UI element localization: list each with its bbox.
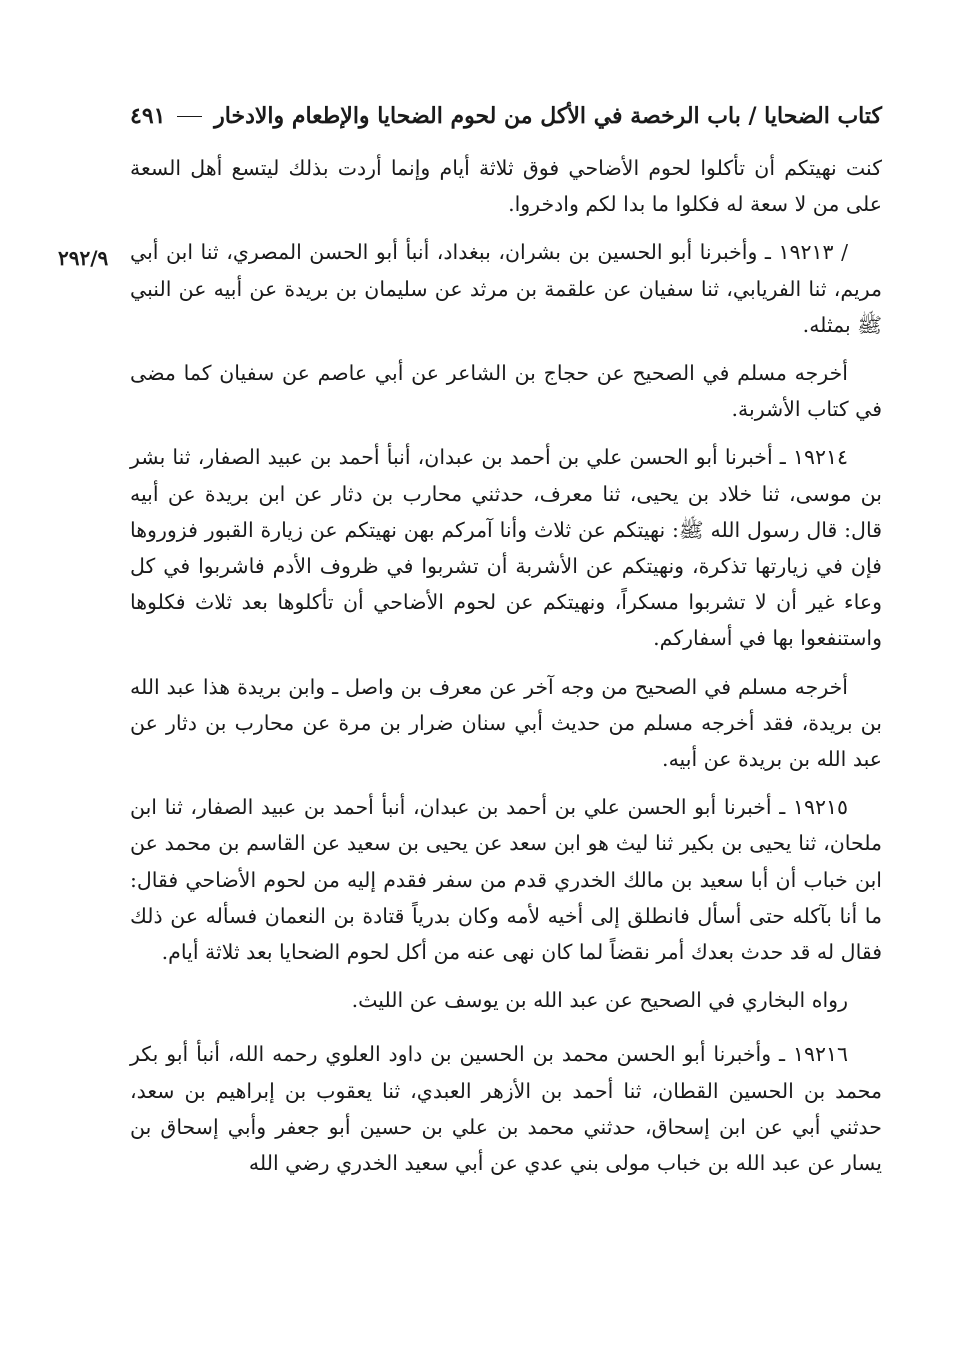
paragraph-continuation: كنت نهيتكم أن تأكلوا لحوم الأضاحي فوق ثلاثة أيام وإنما أردت بذلك ليتسع أهل السعة على من لا سعة له فكلوا ما بدا لكم وادخروا. — [130, 156, 882, 217]
hadith-19213: / ١٩٢١٣ ـ وأخبرنا أبو الحسين بن بشران، ببغداد، أنبأ أبو الحسن المصري، ثنا ابن أبي مريم، ثنا الفريابي، ثنا سفيان عن علقمة بن مرثد عن سليمان بن بريدة عن أبيه عن النبي ﷺ بمثله. — [130, 240, 882, 337]
hadith-19216: ١٩٢١٦ ـ وأخبرنا أبو الحسن محمد بن الحسين بن داود العلوي رحمه الله، أنبأ أبو بكر محمد بن الحسين القطان، ثنا أحمد بن الأزهر العبدي، ثنا يعقوب بن إبراهيم بن سعد، حدثني أبي عن ابن إسحاق، حدثني محمد بن علي بن حسين أبو جعفر وأبي إسحاق بن يسار عن عبد الله بن خباب مولى بني عدي عن أبي سعيد الخدري رضي الله — [130, 1042, 882, 1176]
page-body — [130, 150, 882, 1181]
commentary-paragraph: أخرجه مسلم في الصحيح عن حجاج بن الشاعر عن أبي عاصم عن سفيان كما مضى في كتاب الأشربة. — [130, 361, 882, 422]
commentary-paragraph: رواه البخاري في الصحيح عن عبد الله بن يوسف عن الليث. — [351, 988, 848, 1013]
margin-volume-page-reference: ٢٩٢/٩ — [58, 246, 109, 270]
hadith-19215: ١٩٢١٥ ـ أخبرنا أبو الحسن علي بن أحمد بن عبدان، أنبأ أحمد بن عبيد الصفار، ثنا ابن ملحان، ثنا يحيى بن بكير ثنا ليث هو ابن سعد عن يحيى بن سعيد عن القاسم بن محمد عن ابن خباب أن أبا سعيد بن مالك الخدري قدم من سفر فقدم إليه من لحوم الأضاحي فقال: ما أنا بآكله حتى أسأل فانطلق إلى أخيه لأمه وكان بدرياً قتادة بن النعمان فسأله عن ذلك فقال له قد حدث بعدك أمر نقضاً لما كان نهى عنه من أكل لحوم الضحايا بعد ثلاثة أيام. — [130, 795, 882, 965]
hadith-19214: ١٩٢١٤ ـ أخبرنا أبو الحسن علي بن أحمد بن عبدان، أنبأ أحمد بن عبيد الصفار، ثنا بشر بن موسى، ثنا خلاد بن يحيى، ثنا معرف، حدثني محارب بن دثار عن ابن بريدة عن أبيه قال: قال رسول الله ﷺ: نهيتكم عن ثلاث وأنا آمركم بهن نهيتكم عن زيارة القبور فزوروها فإن في زيارتها تذكرة، ونهيتكم عن الأشربة أن تشربوا في ظروف الأدم فاشربوا في كل وعاء غير أن لا تشربوا مسكراً، ونهيتكم عن لحوم الأضاحي أن تأكلوها بعد ثلاث فكلوها واستنفعوا بها في أسفاركم. — [130, 445, 882, 651]
header-title: كتاب الضحايا / باب الرخصة في الأكل من لحوم الضحايا والإطعام والادخار — [214, 103, 882, 129]
header-rule — [177, 116, 202, 117]
running-header — [130, 98, 882, 134]
commentary-paragraph: أخرجه مسلم في الصحيح من وجه آخر عن معرف بن واصل ـ وابن بريدة هذا عبد الله بن بريدة، فقد أخرجه مسلم من حديث أبي سنان ضرار بن مرة عن محارب بن دثار عن عبد الله بن بريدة عن أبيه. — [130, 674, 882, 772]
page-number: ٤٩١ — [130, 103, 166, 129]
